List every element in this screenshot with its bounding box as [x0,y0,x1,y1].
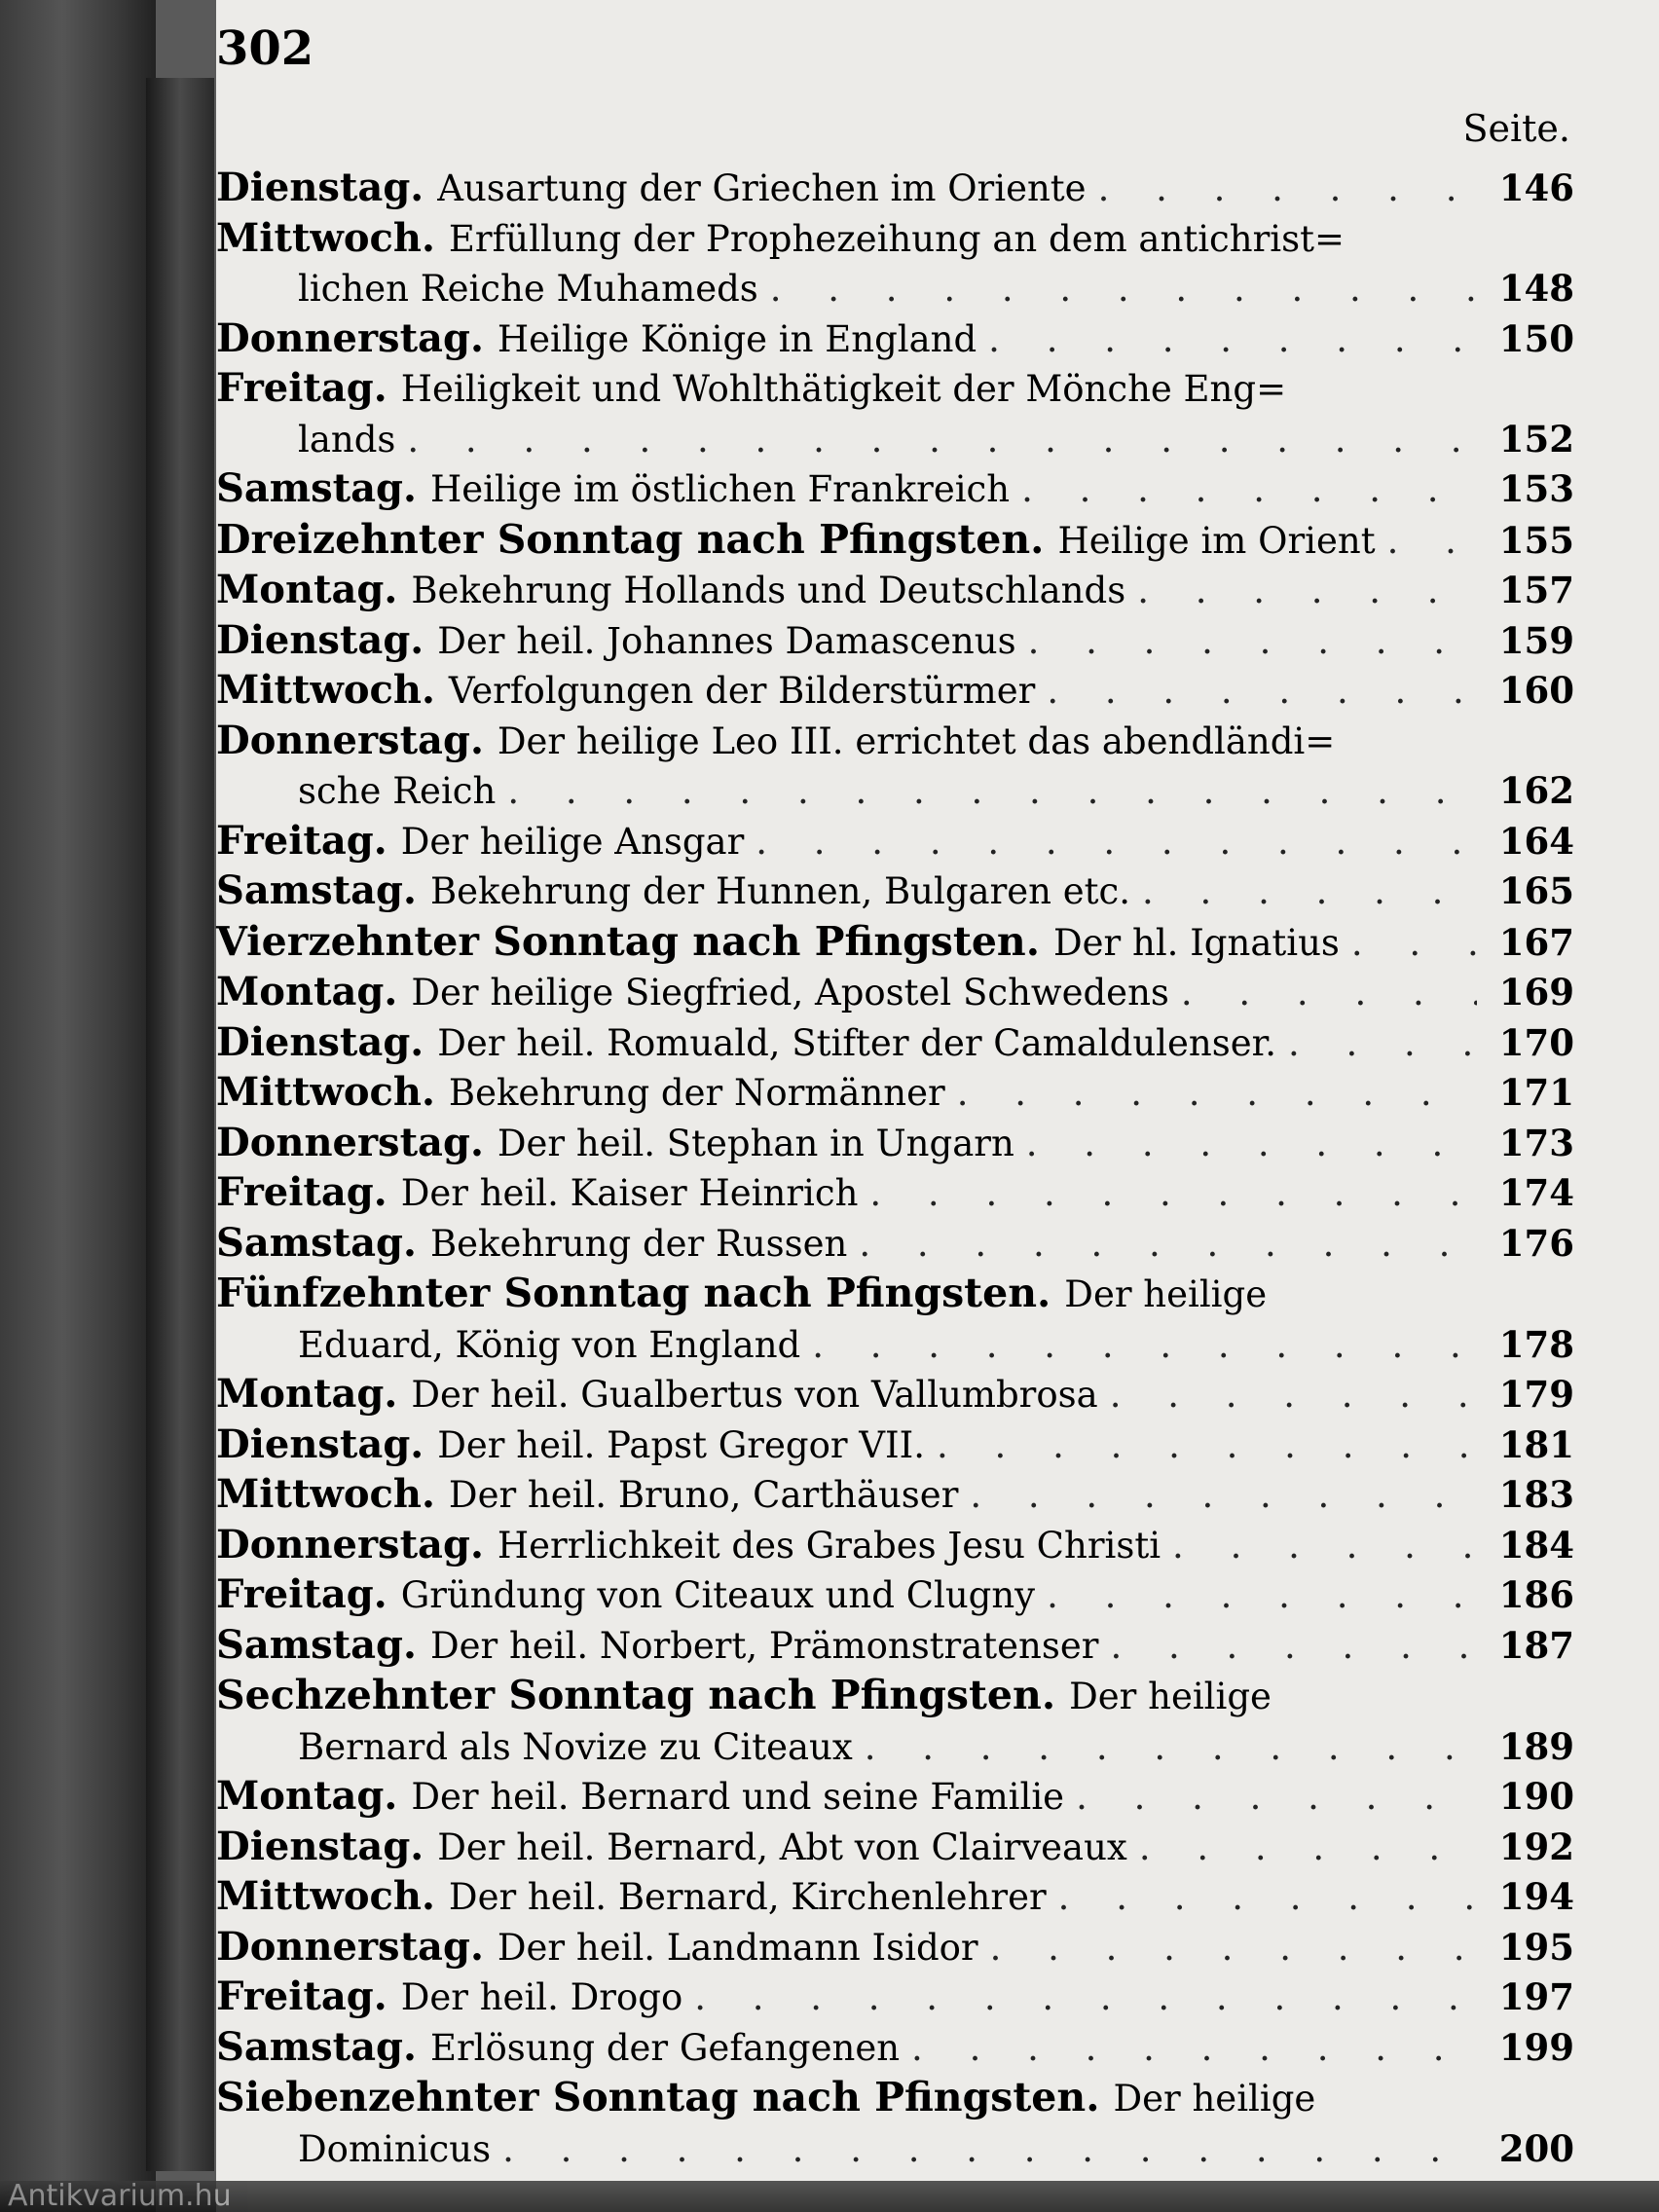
toc-entry-page: 167 [1498,920,1574,964]
toc-entry-page: 169 [1498,971,1574,1014]
dot-leader [1087,165,1477,214]
toc-entry [216,1219,1574,1270]
toc-entry-line [216,1269,1574,1320]
dot-leader [1035,667,1477,717]
toc-entry [216,666,1574,717]
toc-entry-title: Der heil. Norbert, Prämonstratenser [429,1624,1099,1667]
toc-entry [216,1570,1574,1621]
dot-leader [1276,1019,1477,1069]
toc-entry-page: 183 [1498,1473,1574,1516]
dot-leader [744,818,1477,867]
toc-entry-line [216,766,1574,817]
toc-entry [216,1621,1574,1672]
toc-entry-title: Der heil. Stephan in Ungarn [497,1122,1014,1164]
toc-entry-page: 174 [1498,1171,1574,1214]
toc-entry-day: Dienstag. [216,165,424,210]
toc-entry-day: Mittwoch. [216,1471,435,1517]
dot-leader [1047,1873,1477,1923]
toc-entry-line [216,866,1574,917]
toc-entry-page: 162 [1498,769,1574,812]
toc-entry-day: Freitag. [216,1169,387,1215]
dot-leader [682,1973,1477,2023]
dot-leader [847,1220,1477,1270]
toc-entry-page: 187 [1498,1623,1574,1667]
toc-entry-line [216,566,1574,616]
dot-leader [1161,1522,1477,1571]
toc-entry-line [216,2073,1574,2124]
toc-entry-title: Der hl. Ignatius [1053,921,1340,964]
toc-entry-title: Der heilige [1064,1273,1268,1315]
dot-leader [1016,617,1477,667]
toc-entry-day: Freitag. [216,365,387,411]
toc-entry [216,717,1574,817]
toc-entry-title: Der heilige Siegfried, Apostel Schwedens [411,972,1169,1014]
toc-entry-day: Freitag. [216,1973,387,2019]
toc-entry [216,364,1574,464]
toc-entry [216,1923,1574,1973]
toc-entry-title: Bekehrung Hollands und Deutschlands [411,570,1126,611]
toc-entry-title: Bekehrung der Hunnen, Bulgaren etc. [429,870,1131,912]
toc-entry-page: 184 [1498,1523,1574,1567]
toc-entry-page: 148 [1498,267,1574,310]
book-spine-edge [146,78,214,2171]
dot-leader [1010,465,1477,515]
toc-entry-day: Samstag. [216,2023,417,2070]
toc-entry-title: Herrlichkeit des Grabes Jesu Christi [497,1524,1161,1567]
toc-entry-title: Der heilige Leo III. errichtet das abendländi= [497,719,1336,762]
toc-entry-page: 189 [1498,1724,1574,1768]
toc-entry-title: Erfüllung der Prophezeihung an dem antichrist= [448,217,1345,260]
toc-entry-title: lands [298,418,396,461]
toc-entry-page: 146 [1498,166,1574,209]
toc-entry-day: Samstag. [216,1219,417,1266]
toc-entry-line [216,1320,1574,1371]
toc-entry-line [216,1119,1574,1169]
toc-entry-line [216,616,1574,667]
watermark: Antikvarium.hu [0,2181,1659,2212]
toc-entry-line [216,1923,1574,1973]
toc-entry-line [216,1823,1574,1873]
toc-entry-title: Verfolgungen der Bilderstürmer [448,670,1036,712]
toc-entry-page: 200 [1498,2126,1574,2170]
toc-entry [216,917,1574,969]
toc-entry-title: Der heil. Gualbertus von Vallumbrosa [411,1374,1098,1416]
toc-entry-page: 152 [1498,417,1574,461]
toc-entry [216,464,1574,515]
toc-entry-page: 190 [1498,1775,1574,1818]
page-number: 302 [216,21,314,76]
toc-entry-line [216,1470,1574,1521]
toc-entry-day: Mittwoch. [216,1069,435,1115]
toc-entry-line [216,1370,1574,1420]
toc-entry-page: 159 [1498,618,1574,662]
toc-entry-title: Der heil. Bernard und seine Familie [411,1776,1065,1818]
toc-entry [216,314,1574,365]
toc-entry-line [216,1018,1574,1069]
toc-entry [216,1470,1574,1521]
toc-entry-page: 197 [1498,1975,1574,2018]
dot-leader [1340,919,1477,969]
toc-entry-title: Gründung von Citeaux und Clugny [400,1574,1036,1616]
toc-entry [216,2023,1574,2074]
toc-entry-day: Dienstag. [216,1823,424,1869]
toc-entry [216,866,1574,917]
toc-entry-line [216,314,1574,365]
dot-leader [1376,517,1477,567]
dot-leader [900,2024,1477,2074]
toc-entry-page: 155 [1498,518,1574,562]
dot-leader [853,1723,1477,1773]
toc-entry-page: 153 [1498,467,1574,510]
toc-entry-page: 178 [1498,1322,1574,1366]
toc-entry-line [216,1621,1574,1672]
toc-entry-day: Montag. [216,969,398,1014]
toc-entry-title: Bernard als Novize zu Citeaux [298,1725,853,1768]
toc-entry-day: Montag. [216,567,398,612]
toc-entry [216,968,1574,1018]
column-header-seite: Seite. [1462,107,1570,150]
dot-leader [800,1321,1477,1371]
toc-entry-day: Vierzehnter Sonntag nach Pfingsten. [216,917,1040,965]
toc-entry [216,1972,1574,2023]
toc-entry-line [216,464,1574,515]
toc-entry-line [216,1420,1574,1471]
toc-entry-title: Der heil. Johannes Damascenus [437,619,1016,662]
toc-entry-page: 160 [1498,669,1574,712]
toc-entry-title: Heilige im Orient [1057,519,1376,562]
toc-entry-day: Montag. [216,1371,398,1417]
toc-entry-day: Freitag. [216,817,387,864]
toc-entry-day: Mittwoch. [216,667,435,713]
toc-entry-page: 194 [1498,1875,1574,1918]
toc-entry-day: Mittwoch. [216,214,435,261]
toc-entry-page: 192 [1498,1825,1574,1868]
toc-entry-title: Eduard, König von England [298,1323,801,1366]
toc-entry-line [216,1671,1574,1722]
toc-entry-page: 181 [1498,1422,1574,1466]
dot-leader [758,265,1477,314]
dot-leader [1098,1371,1477,1420]
toc-entry-line [216,214,1574,265]
toc-entry-title: Dominicus [298,2127,492,2170]
toc-entry [216,1872,1574,1923]
toc-entry-line [216,1570,1574,1621]
toc-entry-page: 199 [1498,2025,1574,2069]
dot-leader [1014,1120,1477,1169]
toc-entry-title: Der heil. Romuald, Stifter der Camaldulenser. [437,1021,1276,1064]
toc-entry-title: Der heil. Bernard, Kirchenlehrer [448,1876,1047,1918]
toc-entry-line [216,264,1574,314]
toc-entry-day: Donnerstag. [216,1119,484,1165]
toc-entry [216,164,1574,214]
toc-entry-line [216,515,1574,567]
toc-entry-title: Der heilige [1113,2078,1316,2120]
toc-entry [216,1068,1574,1119]
toc-entry [216,2073,1574,2174]
toc-entry-page: 176 [1498,1221,1574,1265]
dot-leader [1064,1773,1477,1823]
toc-entry-line [216,1872,1574,1923]
toc-entry-day: Freitag. [216,1571,387,1617]
toc-entry-page: 150 [1498,316,1574,360]
dot-leader [1127,1824,1477,1873]
toc-entry [216,1168,1574,1219]
dot-leader [958,1471,1477,1521]
toc-entry-title: Der heilige Ansgar [400,820,745,863]
toc-entry-day: Fünfzehnter Sonntag nach Pfingsten. [216,1270,1051,1316]
toc-entry-day: Samstag. [216,1621,417,1668]
toc-entry-page: 171 [1498,1071,1574,1114]
toc-entry-day: Donnerstag. [216,314,484,361]
toc-entry-line [216,1521,1574,1571]
toc-entry-title: Ausartung der Griechen im Oriente [437,167,1087,209]
toc-entry-line [216,164,1574,214]
toc-entry-title: Heilige im östlichen Frankreich [429,468,1011,510]
toc-entry-day: Dreizehnter Sonntag nach Pfingsten. [216,515,1045,563]
toc-entry-day: Montag. [216,1773,398,1819]
toc-entry-line [216,968,1574,1018]
toc-entry-line [216,666,1574,717]
toc-entry-line [216,717,1574,767]
toc-entry-line [216,1219,1574,1270]
dot-leader [1125,567,1477,616]
toc-entry-day: Dienstag. [216,616,424,663]
toc-entry-page: 170 [1498,1020,1574,1064]
toc-entry-line [216,917,1574,969]
toc-entry [216,1671,1574,1772]
dot-leader [977,315,1477,365]
scan-background-left [0,0,156,2212]
toc-entry-line [216,2023,1574,2074]
toc-entry-title: sche Reich [298,770,497,812]
toc-entry [216,1823,1574,1873]
toc-entry-line [216,364,1574,415]
toc-entry [216,515,1574,567]
toc-entry-title: Der heil. Drogo [400,1976,683,2018]
toc-entry-day: Mittwoch. [216,1873,435,1919]
dot-leader [978,1924,1477,1973]
dot-leader [1098,1622,1477,1672]
dot-leader [1169,969,1477,1018]
toc-entry-line [216,1722,1574,1773]
toc-entry-day: Sechzehnter Sonntag nach Pfingsten. [216,1672,1056,1718]
toc-entry-title: Bekehrung der Normänner [448,1072,945,1114]
toc-entry-page: 164 [1498,819,1574,863]
toc-entry-title: Heiligkeit und Wohlthätigkeit der Mönche Eng= [400,368,1287,410]
toc-entry-line [216,1772,1574,1823]
toc-entry-line [216,1972,1574,2023]
dot-leader [1035,1571,1477,1621]
toc-entry-title: Der heil. Papst Gregor VII. [437,1423,926,1466]
toc-entry-day: Samstag. [216,465,417,511]
toc-entry-day: Donnerstag. [216,1521,484,1567]
toc-entry [216,1018,1574,1069]
dot-leader [858,1169,1477,1219]
toc-entry-title: Heilige Könige in England [497,317,977,360]
toc-entry-page: 173 [1498,1121,1574,1164]
toc-entry-title: Der heil. Bernard, Abt von Clairveaux [437,1825,1127,1868]
dot-leader [491,2125,1477,2175]
toc-entry-page: 157 [1498,569,1574,611]
toc-entry [216,1119,1574,1169]
toc-entry-day: Dienstag. [216,1420,424,1467]
toc-entry-day: Dienstag. [216,1018,424,1065]
toc-entry-day: Siebenzehnter Sonntag nach Pfingsten. [216,2074,1100,2120]
toc-entry-line [216,415,1574,465]
toc-entry [216,566,1574,616]
toc-entry [216,214,1574,314]
toc-entry-title: Der heil. Bruno, Carthäuser [448,1474,959,1516]
toc-entry-page: 186 [1498,1573,1574,1616]
toc-entry [216,817,1574,867]
toc-entry-line [216,2124,1574,2175]
toc-entry-title: Bekehrung der Russen [429,1222,848,1265]
dot-leader [925,1421,1477,1471]
toc-entry-title: Der heil. Landmann Isidor [497,1926,978,1969]
dot-leader [496,767,1477,817]
toc-entry-title: lichen Reiche Muhameds [298,268,758,310]
toc-entry [216,1521,1574,1571]
toc-entry-line [216,1168,1574,1219]
toc-entry [216,1420,1574,1471]
toc-entry [216,1370,1574,1420]
toc-entry-day: Samstag. [216,867,417,913]
toc-entry-page: 179 [1498,1373,1574,1416]
toc-entry [216,616,1574,667]
table-of-contents [216,164,1574,2174]
toc-entry-day: Donnerstag. [216,717,484,763]
toc-entry-title: Erlösung der Gefangenen [429,2026,901,2069]
toc-entry-page: 165 [1498,869,1574,912]
toc-entry-day: Donnerstag. [216,1923,484,1970]
toc-entry-title: Der heilige [1069,1676,1272,1717]
toc-entry-line [216,817,1574,867]
toc-entry [216,1269,1574,1370]
dot-leader [945,1069,1477,1119]
dot-leader [1130,867,1477,917]
toc-entry [216,1772,1574,1823]
toc-entry-page: 195 [1498,1925,1574,1969]
dot-leader [395,416,1477,465]
toc-entry-line [216,1068,1574,1119]
toc-entry-title: Der heil. Kaiser Heinrich [400,1172,859,1214]
